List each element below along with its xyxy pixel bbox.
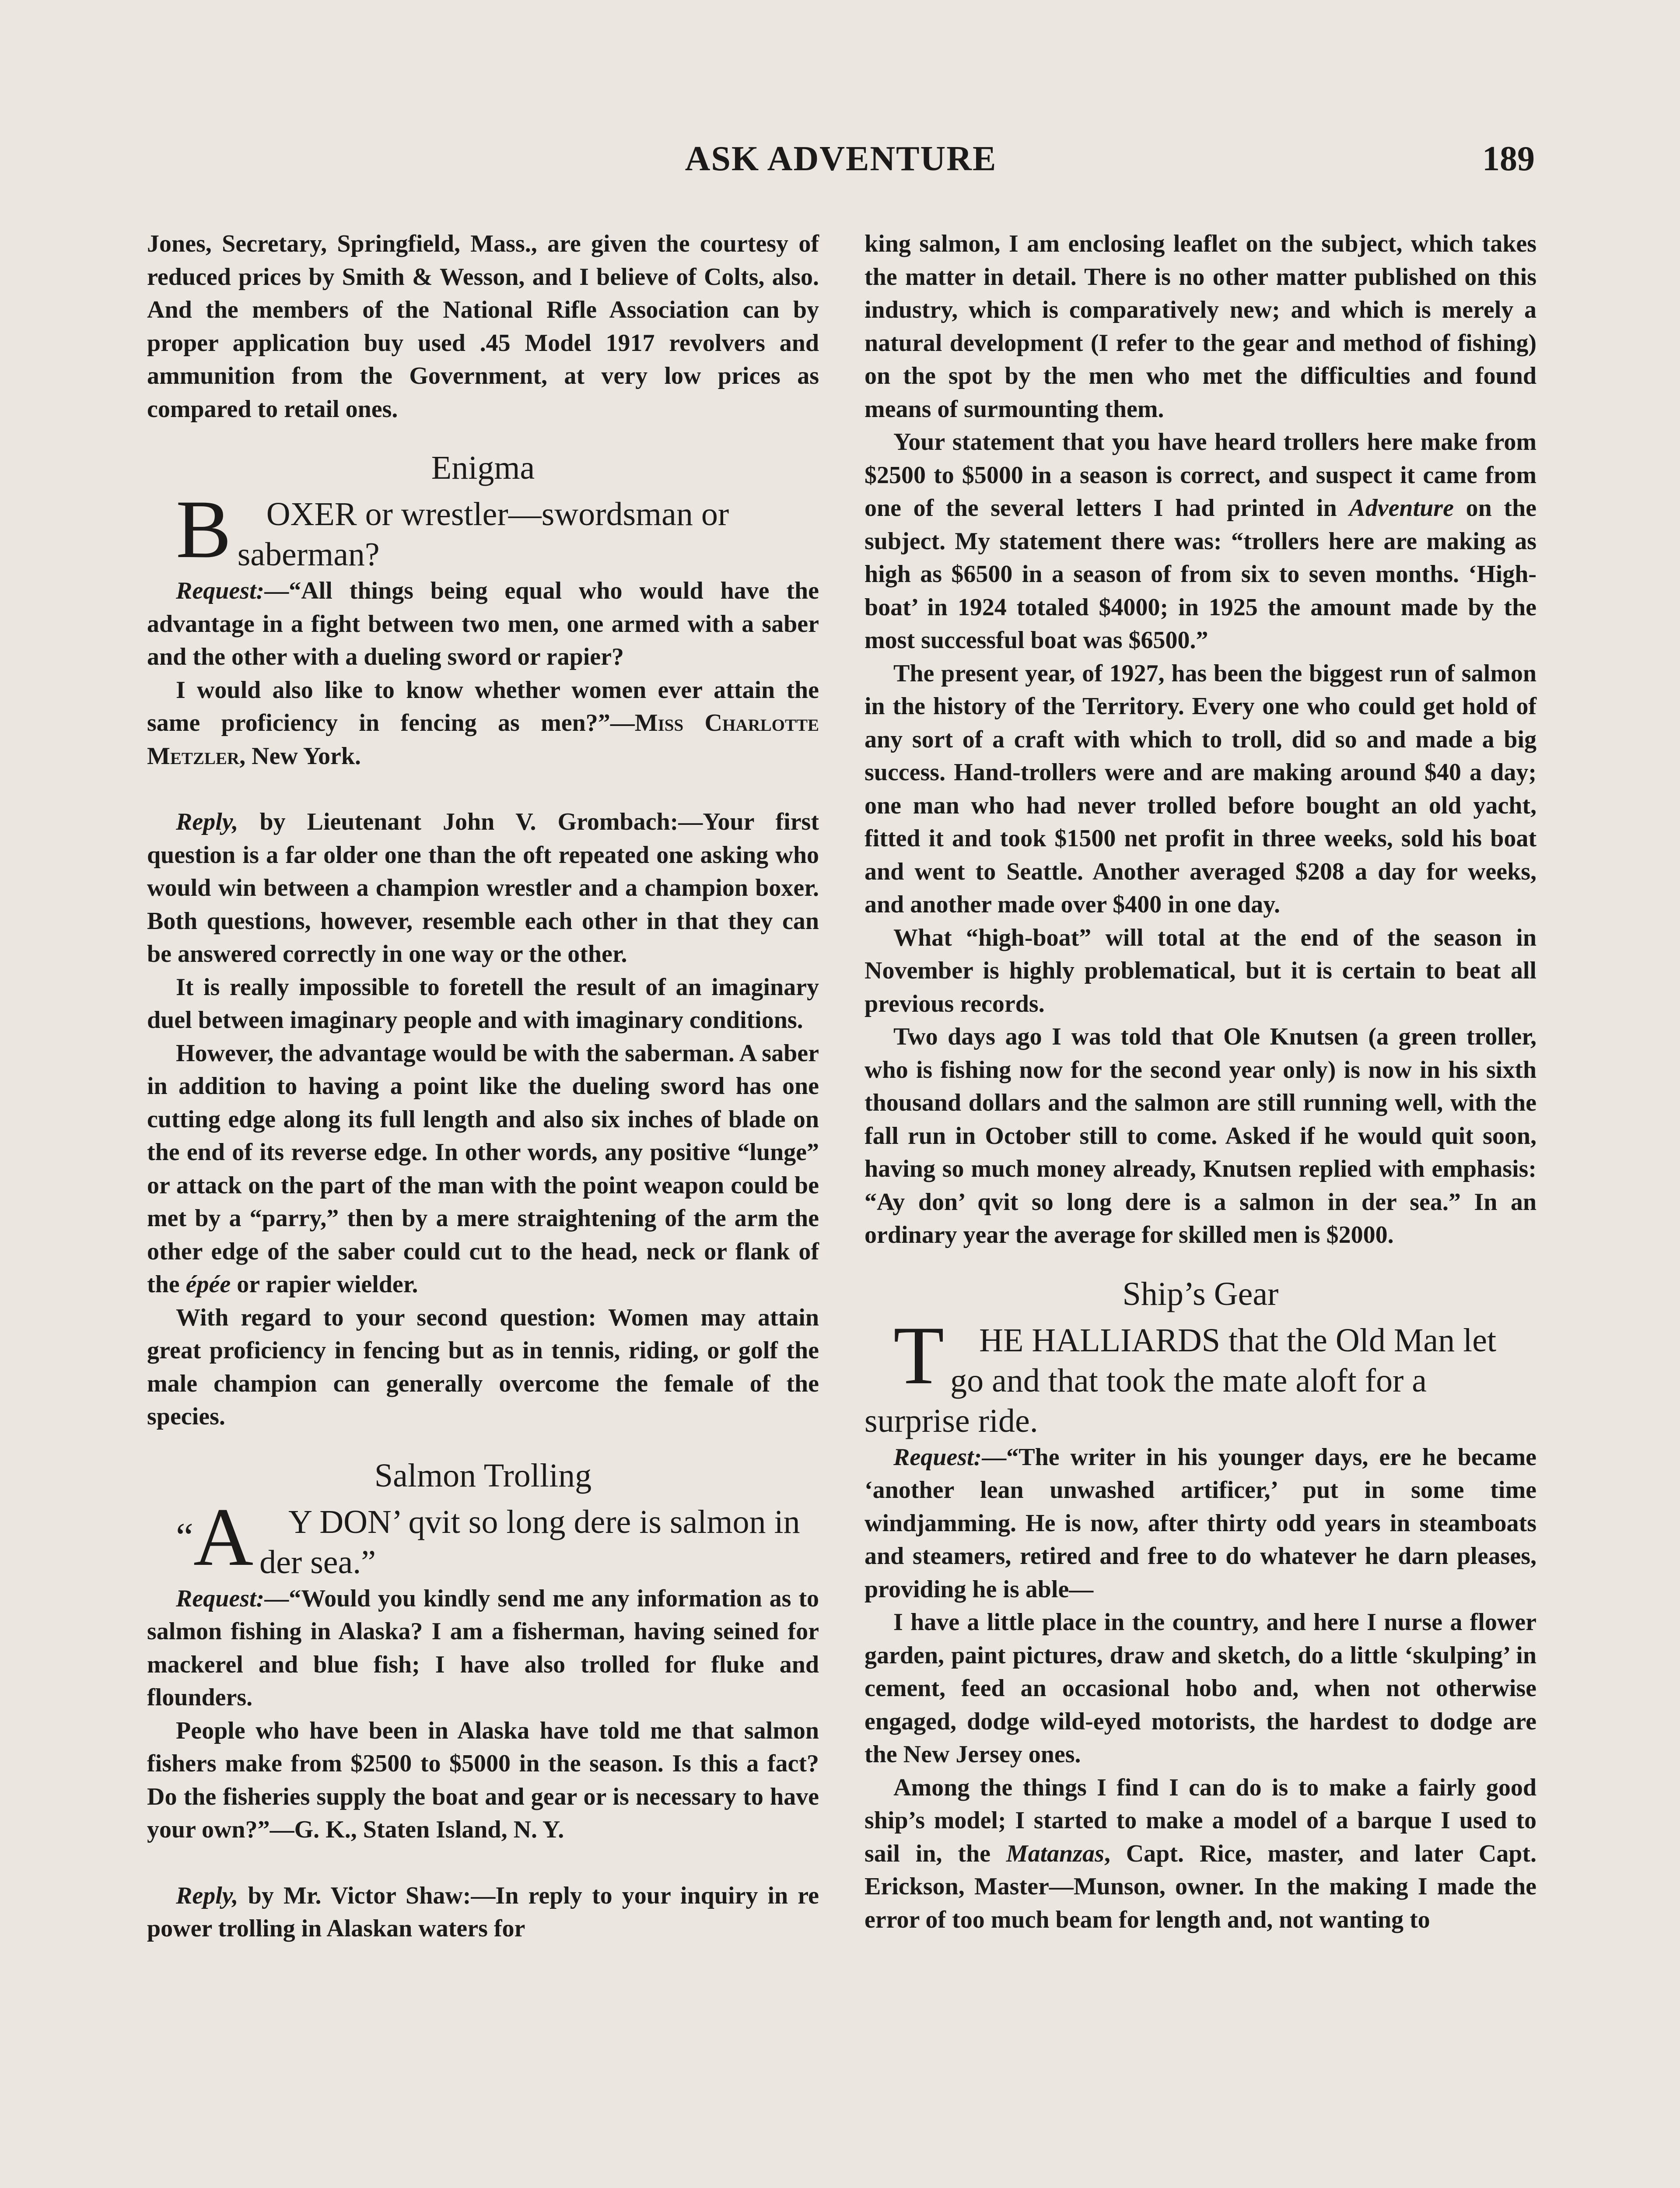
request-label: Request:	[176, 577, 265, 604]
page-number: 189	[1482, 140, 1535, 178]
left-column	[147, 228, 819, 1946]
intro-paragraph: Jones, Secretary, Springfield, Mass., are given the courtesy of reduced prices by Smith & Wesson, and I believe of Colts, also. And the members of the National Rifle Association can by proper application buy used .45 Model 1917 revolvers and ammunition from the Government, at very low prices as compared to retail ones.	[147, 230, 819, 423]
enigma-reply-p2: It is really impossible to foretell the result of an imaginary duel between imaginary people and with imaginary conditions.	[147, 973, 819, 1034]
enigma-lead	[147, 484, 819, 575]
ships-request: Request:—“The writer in his younger days, ere he became ‘another lean unwashed artificer,’ put in some time windjamming. He is now, after thirty odd years in steamboats and steamers, retired and free to do whatever he darn pleases, providing he is able—	[864, 1443, 1536, 1603]
page-header	[147, 139, 1535, 183]
lead-text: HE HALLIARDS that the Old Man let go and that took the mate aloft for a surprise ride.	[864, 1322, 1497, 1439]
reply-label: Reply,	[176, 808, 238, 835]
salmon-reply: Reply, by Mr. Victor Shaw:—In reply to your inquiry in re power trolling in Alaskan waters for	[147, 1882, 819, 1942]
lead-text: OXER or wrestler—swordsman or saberman?	[237, 496, 729, 573]
salmon-reply-cont-p5: Two days ago I was told that Ole Knutsen (a green troller, who is fishing now for the second year only) is now in his sixth thousand dollars and the salmon are still running well, with the fall run in October still to come. Asked if he would quit soon, having so much money already, Knutsen replied with emphasis: “Ay don’ qvit so long dere is a salmon in der sea.” In an ordinary year the average for skilled men is $2000.	[864, 1023, 1536, 1248]
request-label: Request:	[893, 1443, 982, 1471]
salmon-reply-cont-p2: Your statement that you have heard trollers here make from $2500 to $5000 in a season is correct, and suspect it came from one of the several letters I had printed in Adventure on the subject. My statement there was: “trollers here are making as high as $6500 in a season of from six to seven months. ‘High-boat’ in 1924 totaled $4000; in 1925 the amount made by the most successful boat was $6500.”	[864, 428, 1536, 654]
enigma-request: Request:—“All things being equal who would have the advantage in a fight between two men, one armed with a saber and the other with a dueling sword or rapier?	[147, 577, 819, 670]
enigma-reply-p3: However, the advantage would be with the saberman. A saber in addition to having a point like the dueling sword has one cutting edge along its full length and also six inches of blade on the end of its reverse edge. In other words, any positive “lunge” or attack on the part of the man with the point weapon could be met by a “parry,” then by a mere straightening of the arm the other edge of the saber could cut to the head, neck or flank of the épée or rapier wielder.	[147, 1039, 819, 1298]
section-heading-enigma: Enigma	[431, 449, 535, 486]
signer: Miss Charlotte Metzler	[147, 709, 819, 770]
section-heading-ships-gear: Ship’s Gear	[1122, 1275, 1279, 1312]
running-title: ASK ADVENTURE	[685, 140, 997, 178]
section-heading-salmon: Salmon Trolling	[374, 1457, 592, 1494]
drop-cap: B	[176, 484, 231, 575]
salmon-reply-cont-p3: The present year, of 1927, has been the biggest run of salmon in the history of the Territory. Every one who could get hold of any sort of a craft with which to troll, did so and made a big success. Hand-trollers were and are making around $40 a day; one man who had never trolled before bought an old yacht, fitted it and took $1500 net profit in three weeks, sold his boat and went to Seattle. Another averaged $208 a day for weeks, and another made over $400 in one day.	[864, 659, 1536, 918]
drop-cap: T	[893, 1309, 945, 1402]
salmon-reply-cont-p1: king salmon, I am enclosing leaflet on the subject, which takes the matter in detail. There is no other matter published on this industry, which is comparatively new; and which is merely a natural development (I refer to the gear and method of fishing) on the spot by the men who met the difficulties and found means of surmounting them.	[864, 230, 1536, 423]
salmon-lead	[147, 1491, 819, 1583]
right-column	[864, 228, 1536, 1936]
ships-lead	[864, 1309, 1536, 1441]
lead-text: Y DON’ qvit so long dere is salmon in der sea.”	[259, 1503, 800, 1581]
enigma-request-p2: I would also like to know whether women ever attain the same proficiency in fencing as men?”—Miss Charlotte Metzler, New York.	[147, 676, 819, 770]
enigma-reply: Reply, by Lieutenant John V. Grombach:—Your first question is a far older one than the oft repeated one asking who would win between a champion wrestler and a champion boxer. Both questions, however, resemble each other in that they can be answered correctly in one way or the other.	[147, 808, 819, 968]
salmon-request: Request:—“Would you kindly send me any information as to salmon fishing in Alaska? I am a fisherman, having seined for mackerel and blue fish; I have also trolled for fluke and flounders.	[147, 1585, 819, 1711]
salmon-reply-cont-p4: What “high-boat” will total at the end of the season in November is highly problematical, but it is certain to beat all previous records.	[864, 924, 1536, 1017]
enigma-reply-p4: With regard to your second question: Women may attain great proficiency in fencing but as in tennis, riding, or golf the male champion can generally overcome the female of the species.	[147, 1304, 819, 1430]
salmon-request-p2: People who have been in Alaska have told me that salmon fishers make from $2500 to $5000 in the season. Is this a fact? Do the fisheries supply the boat and gear or is necessary to have your own?”—G. K., Staten Island, N. Y.	[147, 1717, 819, 1843]
request-label: Request:	[176, 1585, 265, 1612]
ships-request-p2: I have a little place in the country, and here I nurse a flower garden, paint pictures, draw and sketch, do a little ‘skulping’ in cement, feed an occasional hobo and, when not otherwise engaged, dodge wild-eyed motorists, the hardest to dodge are the New Jersey ones.	[864, 1609, 1536, 1768]
ships-request-p3: Among the things I find I can do is to make a fairly good ship’s model; I started to make a model of a barque I used to sail in, the Matanzas, Capt. Rice, master, and later Capt. Erickson, Master—Munson, owner. In the making I made the error of too much beam for length and, not wanting to	[864, 1774, 1536, 1933]
reply-label: Reply,	[176, 1882, 238, 1909]
drop-cap: “A	[176, 1491, 254, 1583]
